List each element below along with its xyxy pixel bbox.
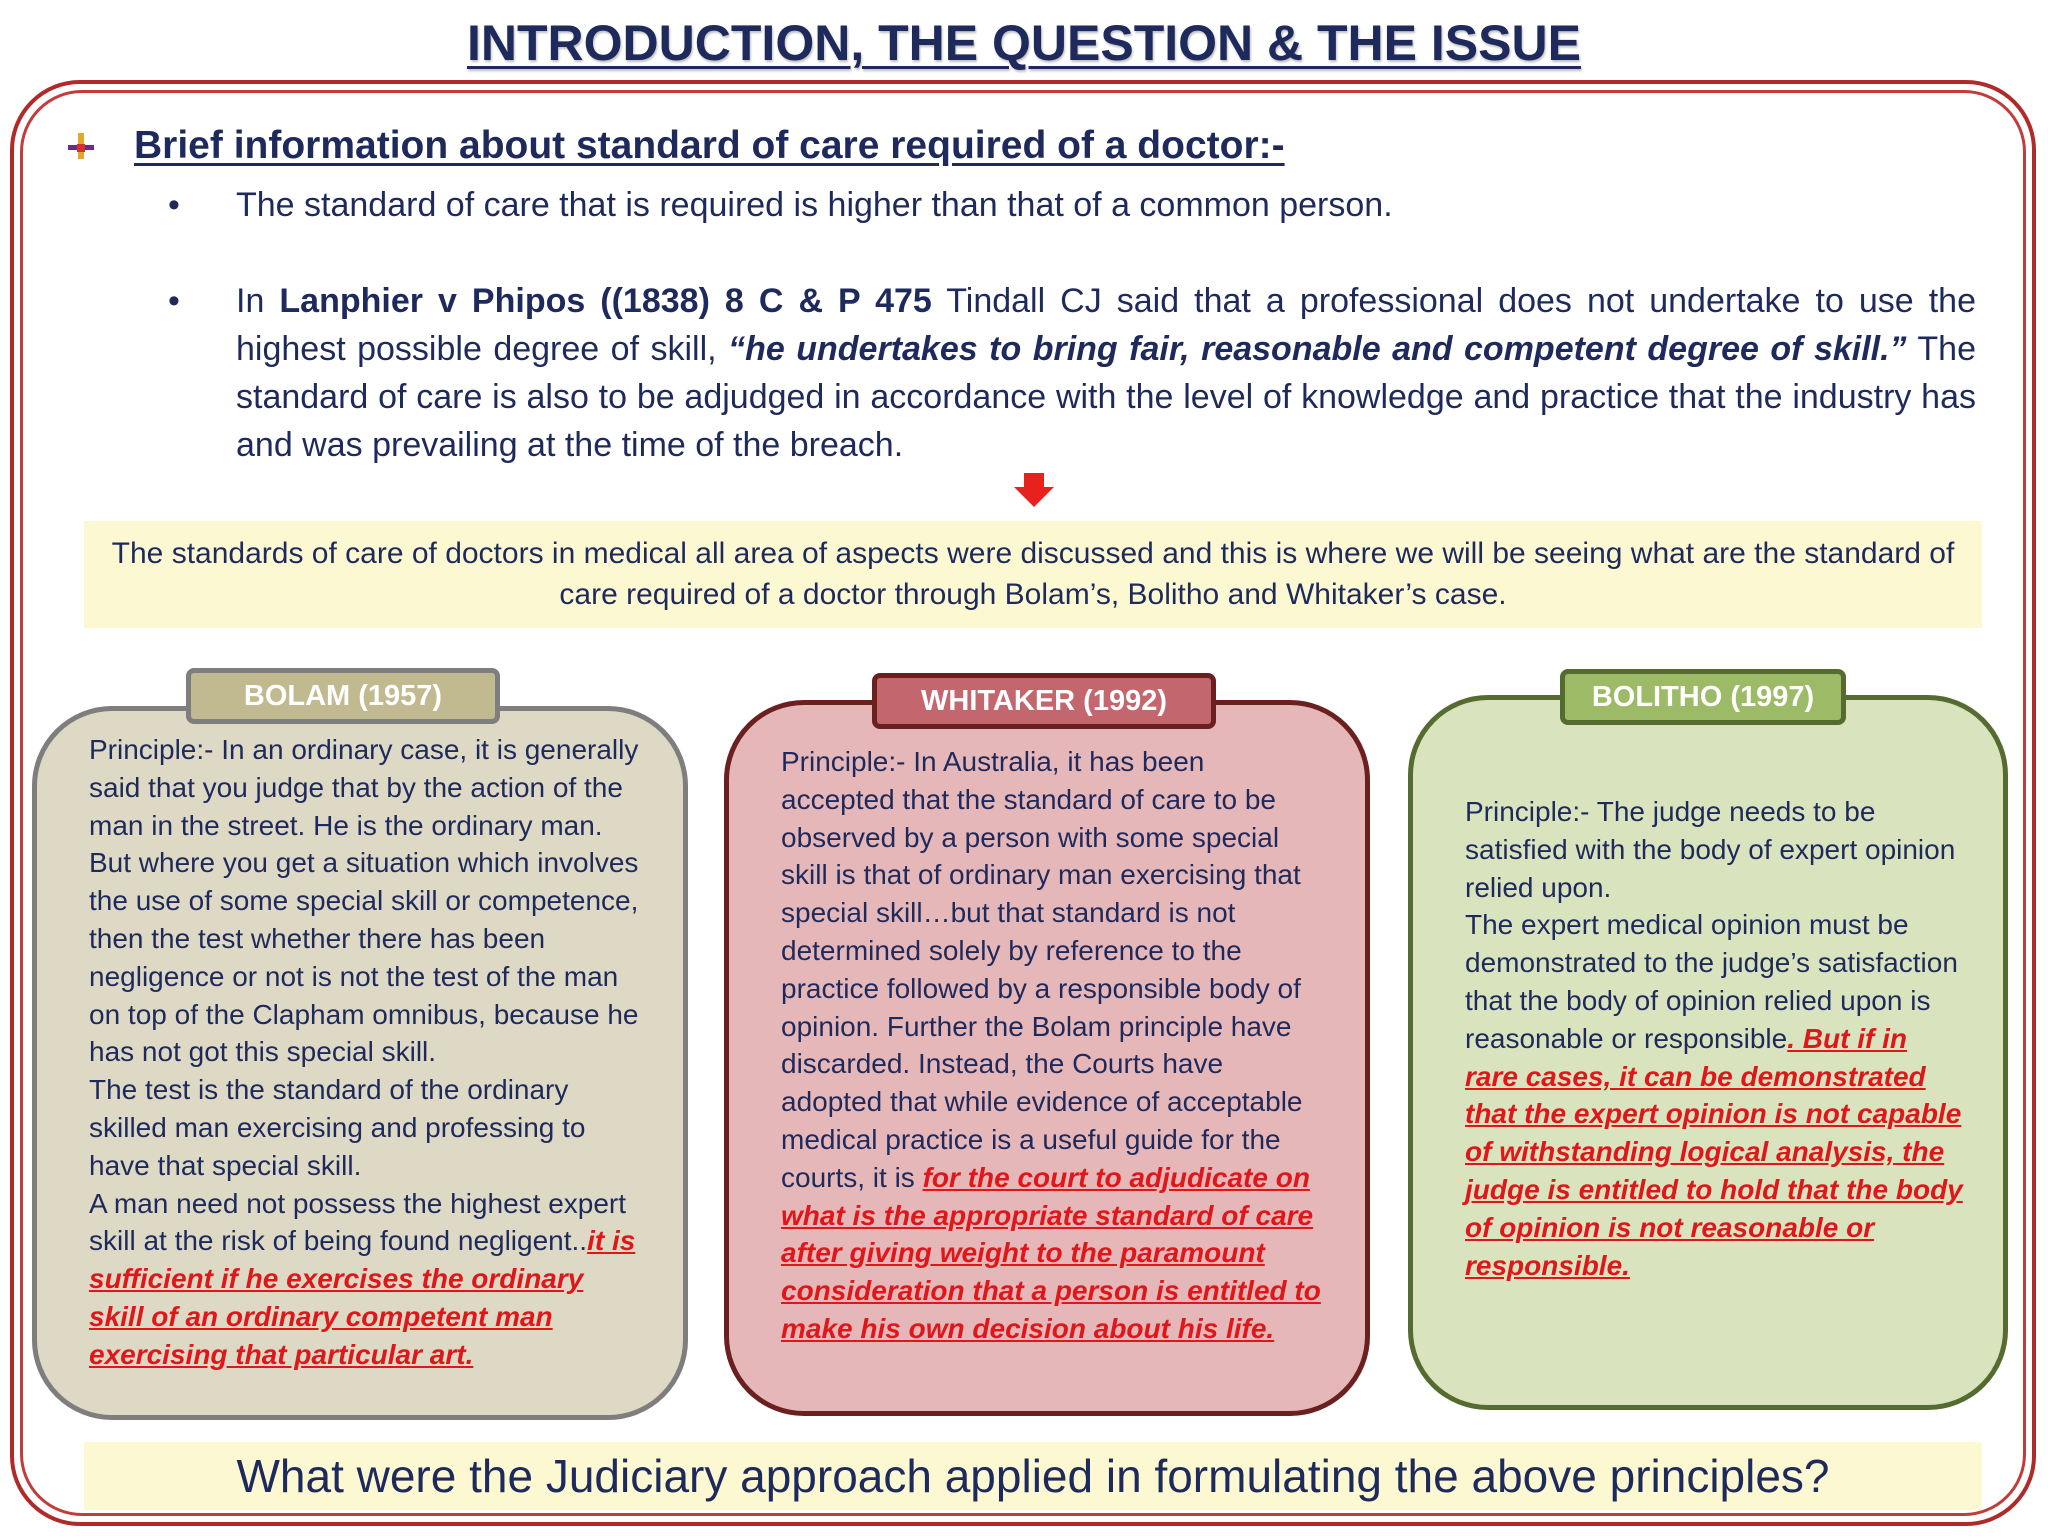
bolam-card [32, 706, 688, 1420]
question-box: What were the Judiciary approach applied in formulating the above principles? [84, 1442, 1982, 1510]
bullet-rest: The standard of care is also to be adjudged in accordance with the level of knowledge and practice that the industry has and was prevailing at the time of the breach. [236, 330, 1976, 464]
case-citation: Lanphier v Phipos ((1838) 8 C & P 475 [279, 282, 932, 320]
section-heading: Brief information about standard of care required of a doctor:- [134, 124, 1285, 167]
bolitho-principle: Principle:- The judge needs to be satisfied with the body of expert opinion relied upon. [1465, 796, 1956, 903]
whitaker-card [724, 700, 1370, 1416]
bullet-middle: Tindall CJ said that a professional does not undertake to use the highest possible degree of skill, [236, 282, 1976, 368]
bolam-label: BOLAM (1957) [186, 668, 500, 724]
red-down-arrow-icon [1014, 473, 1054, 507]
whitaker-principle: Principle:- In Australia, it has been accepted that the standard of care to be observed by a person with some special skill is that of ordinary man exercising that special skill…but that standard is not determined solely by reference to the practice followed by a responsible body of opinion. Further the Bolam principle have discarded. Instead, the Courts have adopted that while evidence of acceptable medical practice is a useful guide for the courts, it is [781, 746, 1303, 1193]
colored-cross-bullet-icon [68, 133, 94, 159]
bolam-principle: Principle:- In an ordinary case, it is generally said that you judge that by the action of the man in the street. He is the ordinary man. But where you get a situation which involves the use of some special skill or competence, then the test whether there has been negligence or not is not the test of the man on top of the Clapham omnibus, because he has not got this special skill. [89, 734, 639, 1068]
case-quote: “he undertakes to bring fair, reasonable and competent degree of skill.” [728, 330, 1907, 368]
bullet-dot-2: • [168, 282, 180, 320]
bullet-standard-of-care: The standard of care that is required is higher than that of a common person. [236, 186, 1393, 224]
page-title: INTRODUCTION, THE QUESTION & THE ISSUE [467, 15, 1581, 71]
whitaker-label: WHITAKER (1992) [872, 673, 1216, 729]
bolitho-expert-opinion: The expert medical opinion must be demonstrated to the judge’s satisfaction that the body of opinion relied upon is reasonable or responsible [1465, 909, 1958, 1054]
bolitho-card [1408, 695, 2008, 1410]
bullet-prefix: In [236, 282, 280, 320]
bolam-highest-skill: A man need not possess the highest expert skill at the risk of being found negligent.. [89, 1187, 627, 1257]
bolam-test: The test is the standard of the ordinary skilled man exercising and professing to have that special skill. [89, 1074, 586, 1181]
whitaker-emphasis: for the court to adjudicate on what is the appropriate standard of care after giving weight to the paramount consideration that a person is entitled to make his own decision about his life. [781, 1161, 1321, 1344]
bolam-emphasis: it is sufficient if he exercises the ordinary skill of an ordinary competent man exercising that particular art. [89, 1225, 636, 1370]
section-heading-row [68, 124, 1285, 168]
summary-box: The standards of care of doctors in medical all area of aspects were discussed and this is where we will be seeing what are the standard of care required of a doctor through Bolam’s, Bolitho and Whitaker’s case. [84, 521, 1982, 628]
bolitho-emphasis: . But if in rare cases, it can be demonstrated that the expert opinion is not capable of withstanding logical analysis, the judge is entitled to hold that the body of opinion is not reasonable or responsible. [1465, 1022, 1963, 1281]
bullet-lanphier-case [236, 277, 1976, 469]
bolitho-label: BOLITHO (1997) [1560, 669, 1846, 725]
bullet-dot-1: • [168, 186, 180, 224]
